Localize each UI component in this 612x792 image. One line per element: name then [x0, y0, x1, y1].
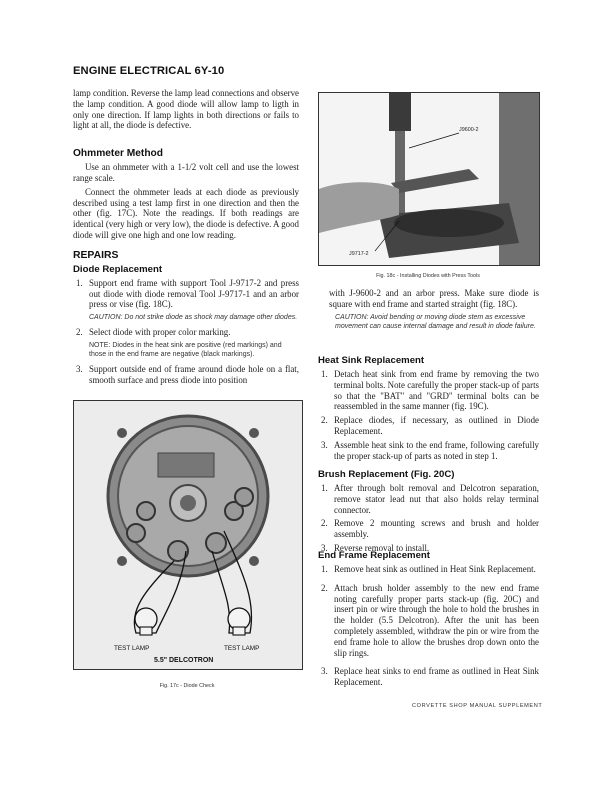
ohmmeter-paragraph-2: Connect the ohmmeter leads at each diode as previously described using a test lamp first in one direction and then the other (fig. 17C). Note the readings. If both readings are identical (very high or very low), the diode is defective. A good diode will give one high and one low reading. — [73, 186, 299, 240]
figure-18c-press-tools — [318, 92, 540, 266]
left-column — [73, 88, 299, 388]
step-number: 2. — [76, 326, 83, 337]
heat-sink-section — [318, 355, 539, 464]
figure-17c-caption: Fig. 17c - Diode Check — [159, 683, 215, 689]
step-number: 1. — [321, 369, 328, 379]
heat-sink-heading: Heat Sink Replacement — [318, 355, 425, 366]
brush-steps — [318, 483, 539, 554]
step-text: Assemble heat sink to the end frame, following carefully the proper stack-up of parts as noted in step 1. — [334, 439, 539, 461]
step-number: 2. — [321, 415, 328, 426]
ohmmeter-method-heading: Ohmmeter Method — [73, 148, 163, 160]
delcotron-end-frame-illustration — [74, 401, 302, 669]
diode-replacement-steps — [73, 278, 299, 386]
list-item — [318, 440, 539, 462]
end-frame-heading: End Frame Replacement — [318, 550, 430, 561]
test-lamp-label-right: TEST LAMP — [224, 645, 260, 652]
step-text: After through bolt removal and Delcotron separation, remove stator lead nut that also holds relay terminal connector. — [334, 483, 539, 515]
step-number: 3. — [321, 439, 328, 450]
right-column — [329, 288, 539, 336]
figure-18c-caption: Fig. 18c - Installing Diodes with Press Tools — [376, 273, 480, 279]
continued-paragraph: with J-9600-2 and an arbor press. Make sure diode is square with end frame and started straight (fig. 18C). — [329, 288, 539, 309]
list-item — [318, 415, 539, 437]
step-text: Support end frame with support Tool J-9717-2 and press out diode with diode removal Tool J-9717-1 and an arbor press or vise (fig. 18C). — [89, 277, 299, 310]
press-tools-photo — [319, 93, 539, 265]
step-text: Replace heat sinks to end frame as outlined in Heat Sink Replacement. — [334, 666, 539, 688]
delcotron-label: 5.5" DELCOTRON — [154, 657, 214, 664]
figure-17c-diode-check — [73, 400, 303, 670]
callout-j9600-2: J9600-2 — [459, 127, 479, 133]
ohmmeter-paragraph-1: Use an ohmmeter with a 1-1/2 volt cell and use the lowest range scale. — [73, 162, 299, 183]
step-number: 3. — [76, 363, 83, 374]
list-item — [318, 666, 539, 688]
diode-replacement-heading: Diode Replacement — [73, 263, 163, 275]
list-item — [73, 364, 299, 386]
list-item — [318, 518, 539, 540]
list-item — [318, 483, 539, 515]
step-text: Remove 2 mounting screws and brush and holder assembly. — [334, 518, 539, 540]
step-number: 3. — [321, 542, 328, 553]
repairs-heading: REPAIRS — [73, 249, 119, 261]
step-number: 1. — [321, 483, 328, 493]
list-item — [318, 369, 539, 412]
step-text: Replace diodes, if necessary, as outlined in Diode Replacement. — [334, 415, 539, 436]
page-header-title: ENGINE ELECTRICAL 6Y-10 — [73, 65, 225, 77]
step-number: 1. — [321, 564, 328, 574]
step-text: Attach brush holder assembly to the new end frame noting carefully proper parts stack-up (fig. 20C) and insert pin or wire through the hole to hold the brushes in the holder (5.5 Delcotron). After the unit has been completely assembled, withdraw the pin or wire from the end frame hole to allow the brushes drop down onto the slip rings. — [334, 582, 539, 658]
brush-replacement-heading: Brush Replacement (Fig. 20C) — [318, 469, 455, 480]
step-text: Detach heat sink from end frame by removing the two terminal bolts. Note carefully the proper stack-up of parts so that the "BAT" and "GRD" terminal bolts can be reassembled in the same manner (fig. 19C). — [334, 369, 539, 412]
test-lamp-label-left: TEST LAMP — [114, 645, 150, 652]
page-footer: CORVETTE SHOP MANUAL SUPPLEMENT — [412, 703, 543, 709]
step-text: Support outside end of frame around diode hole on a flat, smooth surface and press diode into position — [89, 363, 299, 385]
callout-j9717-2: J9717-2 — [349, 251, 369, 257]
step-text: Reverse removal to install. — [334, 542, 430, 553]
heat-sink-steps — [318, 369, 539, 461]
list-item — [318, 583, 539, 659]
caution-note: CAUTION: Do not strike diode as shock may damage other diodes. — [89, 314, 298, 322]
list-item — [318, 564, 539, 575]
step-text: Remove heat sink as outlined in Heat Sink Replacement. — [334, 564, 536, 574]
step-number: 1. — [76, 277, 83, 288]
list-item — [73, 278, 299, 310]
brush-section — [318, 469, 539, 557]
list-item — [73, 327, 299, 338]
step-text: Select diode with proper color marking. — [89, 326, 231, 337]
step-number: 2. — [321, 518, 328, 529]
intro-paragraph: lamp condition. Reverse the lamp lead connections and observe the lamp condition. A good diode will allow lamp to ligth in only one direction. If lamp lights in both directions or fails to light at all, the diode is defective. — [73, 88, 299, 131]
caution-note-stem: CAUTION: Avoid bending or moving diode stem as excessive movement can cause internal damage and result in diode failure. — [335, 313, 536, 331]
end-frame-section — [318, 550, 539, 691]
step-number: 3. — [321, 666, 328, 677]
step-number: 2. — [321, 582, 328, 593]
diode-marking-note: NOTE: Diodes in the heat sink are positive (red markings) and those in the end frame are negative (black markings). — [89, 341, 282, 359]
end-frame-steps — [318, 564, 539, 688]
